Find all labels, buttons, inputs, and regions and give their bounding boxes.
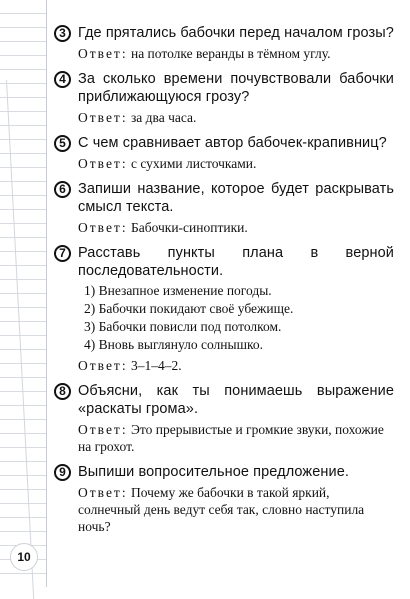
question-number: 3 (54, 25, 71, 42)
answer-label: Ответ: (78, 358, 128, 373)
answer-text: Бабочки-синоптики. (130, 220, 248, 235)
plan-list (78, 282, 394, 354)
answer-text: 3–1–4–2. (130, 358, 182, 373)
question-text: С чем сравнивает автор бабочек-крапивниц? (78, 135, 387, 151)
answer-label: Ответ: (78, 156, 128, 171)
answer (78, 155, 394, 172)
question-text: Выпиши вопросительное предложение. (78, 464, 349, 480)
answer (78, 421, 394, 455)
question-8 (54, 382, 394, 455)
question-text: Расставь пункты плана в верной последовательности. (78, 245, 394, 279)
question-4 (54, 70, 394, 126)
plan-item: 4) Вновь выглянуло солнышко. (84, 337, 263, 352)
answer (78, 109, 394, 126)
worksheet (54, 24, 394, 543)
question-number: 7 (54, 245, 71, 262)
question-text: Запиши название, которое будет раскрывать смысл текста. (78, 181, 394, 215)
answer (78, 357, 394, 374)
page-number: 10 (10, 543, 38, 571)
answer-label: Ответ: (78, 422, 128, 437)
question-number: 9 (54, 464, 71, 481)
answer-text: с сухими листочками. (130, 156, 257, 171)
answer-text: за два часа. (130, 110, 197, 125)
answer-label: Ответ: (78, 220, 128, 235)
plan-item: 2) Бабочки покидают своё убежище. (84, 301, 294, 316)
question-number: 8 (54, 383, 71, 400)
answer-label: Ответ: (78, 46, 128, 61)
answer-label: Ответ: (78, 485, 128, 500)
answer-text: Это прерывистые и громкие звуки, похожие на грохот. (78, 422, 384, 454)
question-9 (54, 463, 394, 535)
question-5 (54, 134, 394, 172)
plan-item: 1) Внезапное изменение погоды. (84, 283, 272, 298)
question-text: За сколько времени почувствовали бабочки приближающуюся грозу? (78, 71, 394, 105)
answer-text: Почему же бабочки в такой яркий, солнечный день ведут себя так, словно наступила ночь? (78, 485, 365, 534)
answer (78, 484, 394, 535)
question-number: 6 (54, 181, 71, 198)
question-text: Где прятались бабочки перед началом грозы? (78, 25, 394, 41)
question-6 (54, 180, 394, 236)
question-number: 5 (54, 135, 71, 152)
answer (78, 45, 394, 62)
margin-rule (46, 0, 47, 587)
question-7 (54, 244, 394, 374)
answer-label: Ответ: (78, 110, 128, 125)
answer-text: на потолке веранды в тёмном углу. (130, 46, 331, 61)
answer (78, 219, 394, 236)
question-number: 4 (54, 71, 71, 88)
question-text: Объясни, как ты понимаешь выражение «раскаты грома». (78, 383, 394, 417)
plan-item: 3) Бабочки повисли под потолком. (84, 319, 282, 334)
question-3 (54, 24, 394, 62)
